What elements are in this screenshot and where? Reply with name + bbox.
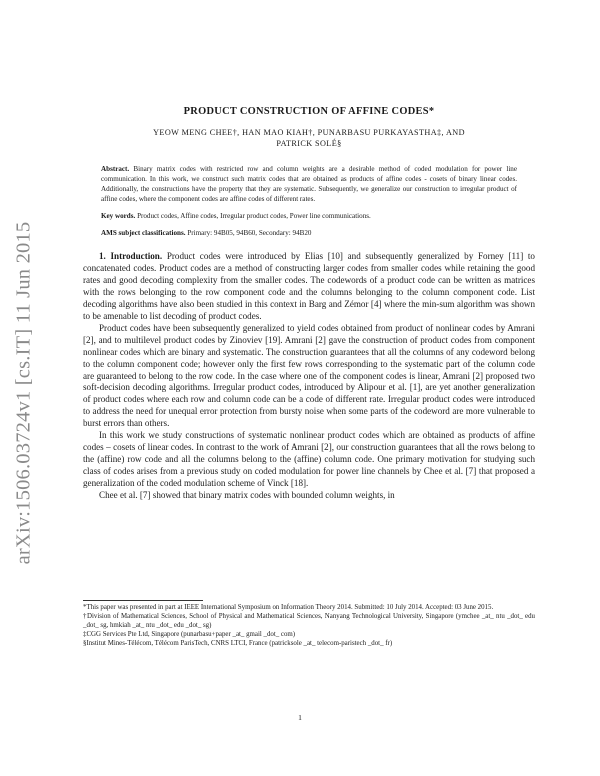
arxiv-id-text: arXiv:1506.03724v1 [cs.IT] 11 Jun 2015 (12, 221, 35, 564)
paper-page (83, 106, 535, 501)
intro-paragraph-4: Chee et al. [7] showed that binary matrix codes with bounded column weights, in (99, 489, 395, 500)
abstract (101, 165, 517, 205)
footnote: *This paper was presented in part at IEEE International Symposium on Information Theory 2014. Submitted: 10 July 2014. Accepted: 03 June 2015. (83, 604, 494, 611)
authors-line-1: YEOW MENG CHEE†, HAN MAO KIAH†, PUNARBASU PURKAYASTHA‡, AND (153, 128, 465, 137)
footnote: ‡CGG Services Pte Ltd, Singapore (punarbasu+paper _at_ gmail _dot_ com) (83, 630, 296, 638)
footnotes (83, 600, 535, 649)
page-number: 1 (298, 713, 302, 722)
introduction-section (83, 251, 535, 501)
abstract-label: Abstract. (101, 165, 130, 173)
paper-title: PRODUCT CONSTRUCTION OF AFFINE CODES* (183, 106, 435, 117)
ams-label: AMS subject classifications. (101, 228, 186, 237)
arxiv-identifier-stamp (0, 195, 48, 590)
intro-paragraph-1-text: Product codes were introduced by Elias [10] and subsequently generalized by Forney [11] to concatenated codes. Product codes are a method of constructing larger codes from smaller codes while retaining the good rates and good decoding complexity from the smaller codes. The codewords of a product code can be written as matrices with the rows belonging to the row component code and the columns belonging to the column component code. List decoding algorithms have also been studied in this context in Barg and Zémor [4] where the min-sum algorithm was shown to be amenable to list decoding of product codes. (83, 251, 535, 321)
footnote: §Institut Mines-Télécom, Télécom ParisTech, CNRS LTCI, France (patricksole _at_ telecom-paristech _dot_ fr) (83, 639, 393, 647)
abstract-text: Binary matrix codes with restricted row and column weights are a desirable method of coded modulation for power line communication. In this work, we construct such matrix codes that are obtained as products of affine codes - cosets of binary linear codes. Additionally, the constructions have the property that they are systematic. Subsequently, we generalize our construction to irregular product of affine codes, where the component codes are affine codes of different rates. (101, 165, 517, 203)
footnote: †Division of Mathematical Sciences, School of Physical and Mathematical Sciences, Nanyang Technological University, Singapore (ymchee _at_ ntu _dot_ edu _dot_ sg, hmkiah _at_ ntu _dot_ edu _dot_ sg) (83, 612, 535, 629)
authors-line-2: PATRICK SOLÉ§ (276, 139, 342, 148)
keywords (101, 212, 517, 222)
section-heading: 1. Introduction. (99, 251, 163, 262)
footnote-rule (83, 600, 203, 601)
intro-paragraph-3: In this work we study constructions of systematic nonlinear product codes which are obtained as products of affine codes – cosets of linear codes. In contrast to the work of Amrani [2], our construction guarantees that all the rows belong to the (affine) row code and all the columns belong to the (affine) column code. One primary motivation for studying such class of codes arises from a previous study on coded modulation for power line channels by Chee et al. [7] that proposed a generalization of the coded modulation scheme of Vinck [18]. (83, 430, 535, 488)
ams-text: Primary: 94B05, 94B60, Secondary: 94B20 (187, 228, 312, 237)
keywords-label: Key words. (101, 211, 136, 220)
ams-classifications (101, 229, 517, 239)
intro-paragraph-2: Product codes have been subsequently generalized to yield codes obtained from product of nonlinear codes by Amrani [2], and to multilevel product codes by Zinoviev [19]. Amrani [2] gave the construction of product codes from component nonlinear codes which are binary and systematic. The construction guarantees that all the columns of any codeword belong to the column component code; however only the first few rows corresponding to the systematic part of the column code are guaranteed to belong to the row code. In the case where one of the component codes is linear, Amrani [2] proposed two soft-decision decoding algorithms. Irregular product codes, introduced by Alipour et al. [1], are yet another generalization of product codes where each row and column code can be a code of different rate. Irregular product codes were introduced to address the need for unequal error protection from bursty noise when some parts of the codeword are more vulnerable to burst errors than others. (83, 322, 535, 429)
intro-paragraph-1 (83, 251, 535, 322)
keywords-text: Product codes, Affine codes, Irregular product codes, Power line communications. (137, 211, 371, 220)
author-list (105, 127, 513, 149)
